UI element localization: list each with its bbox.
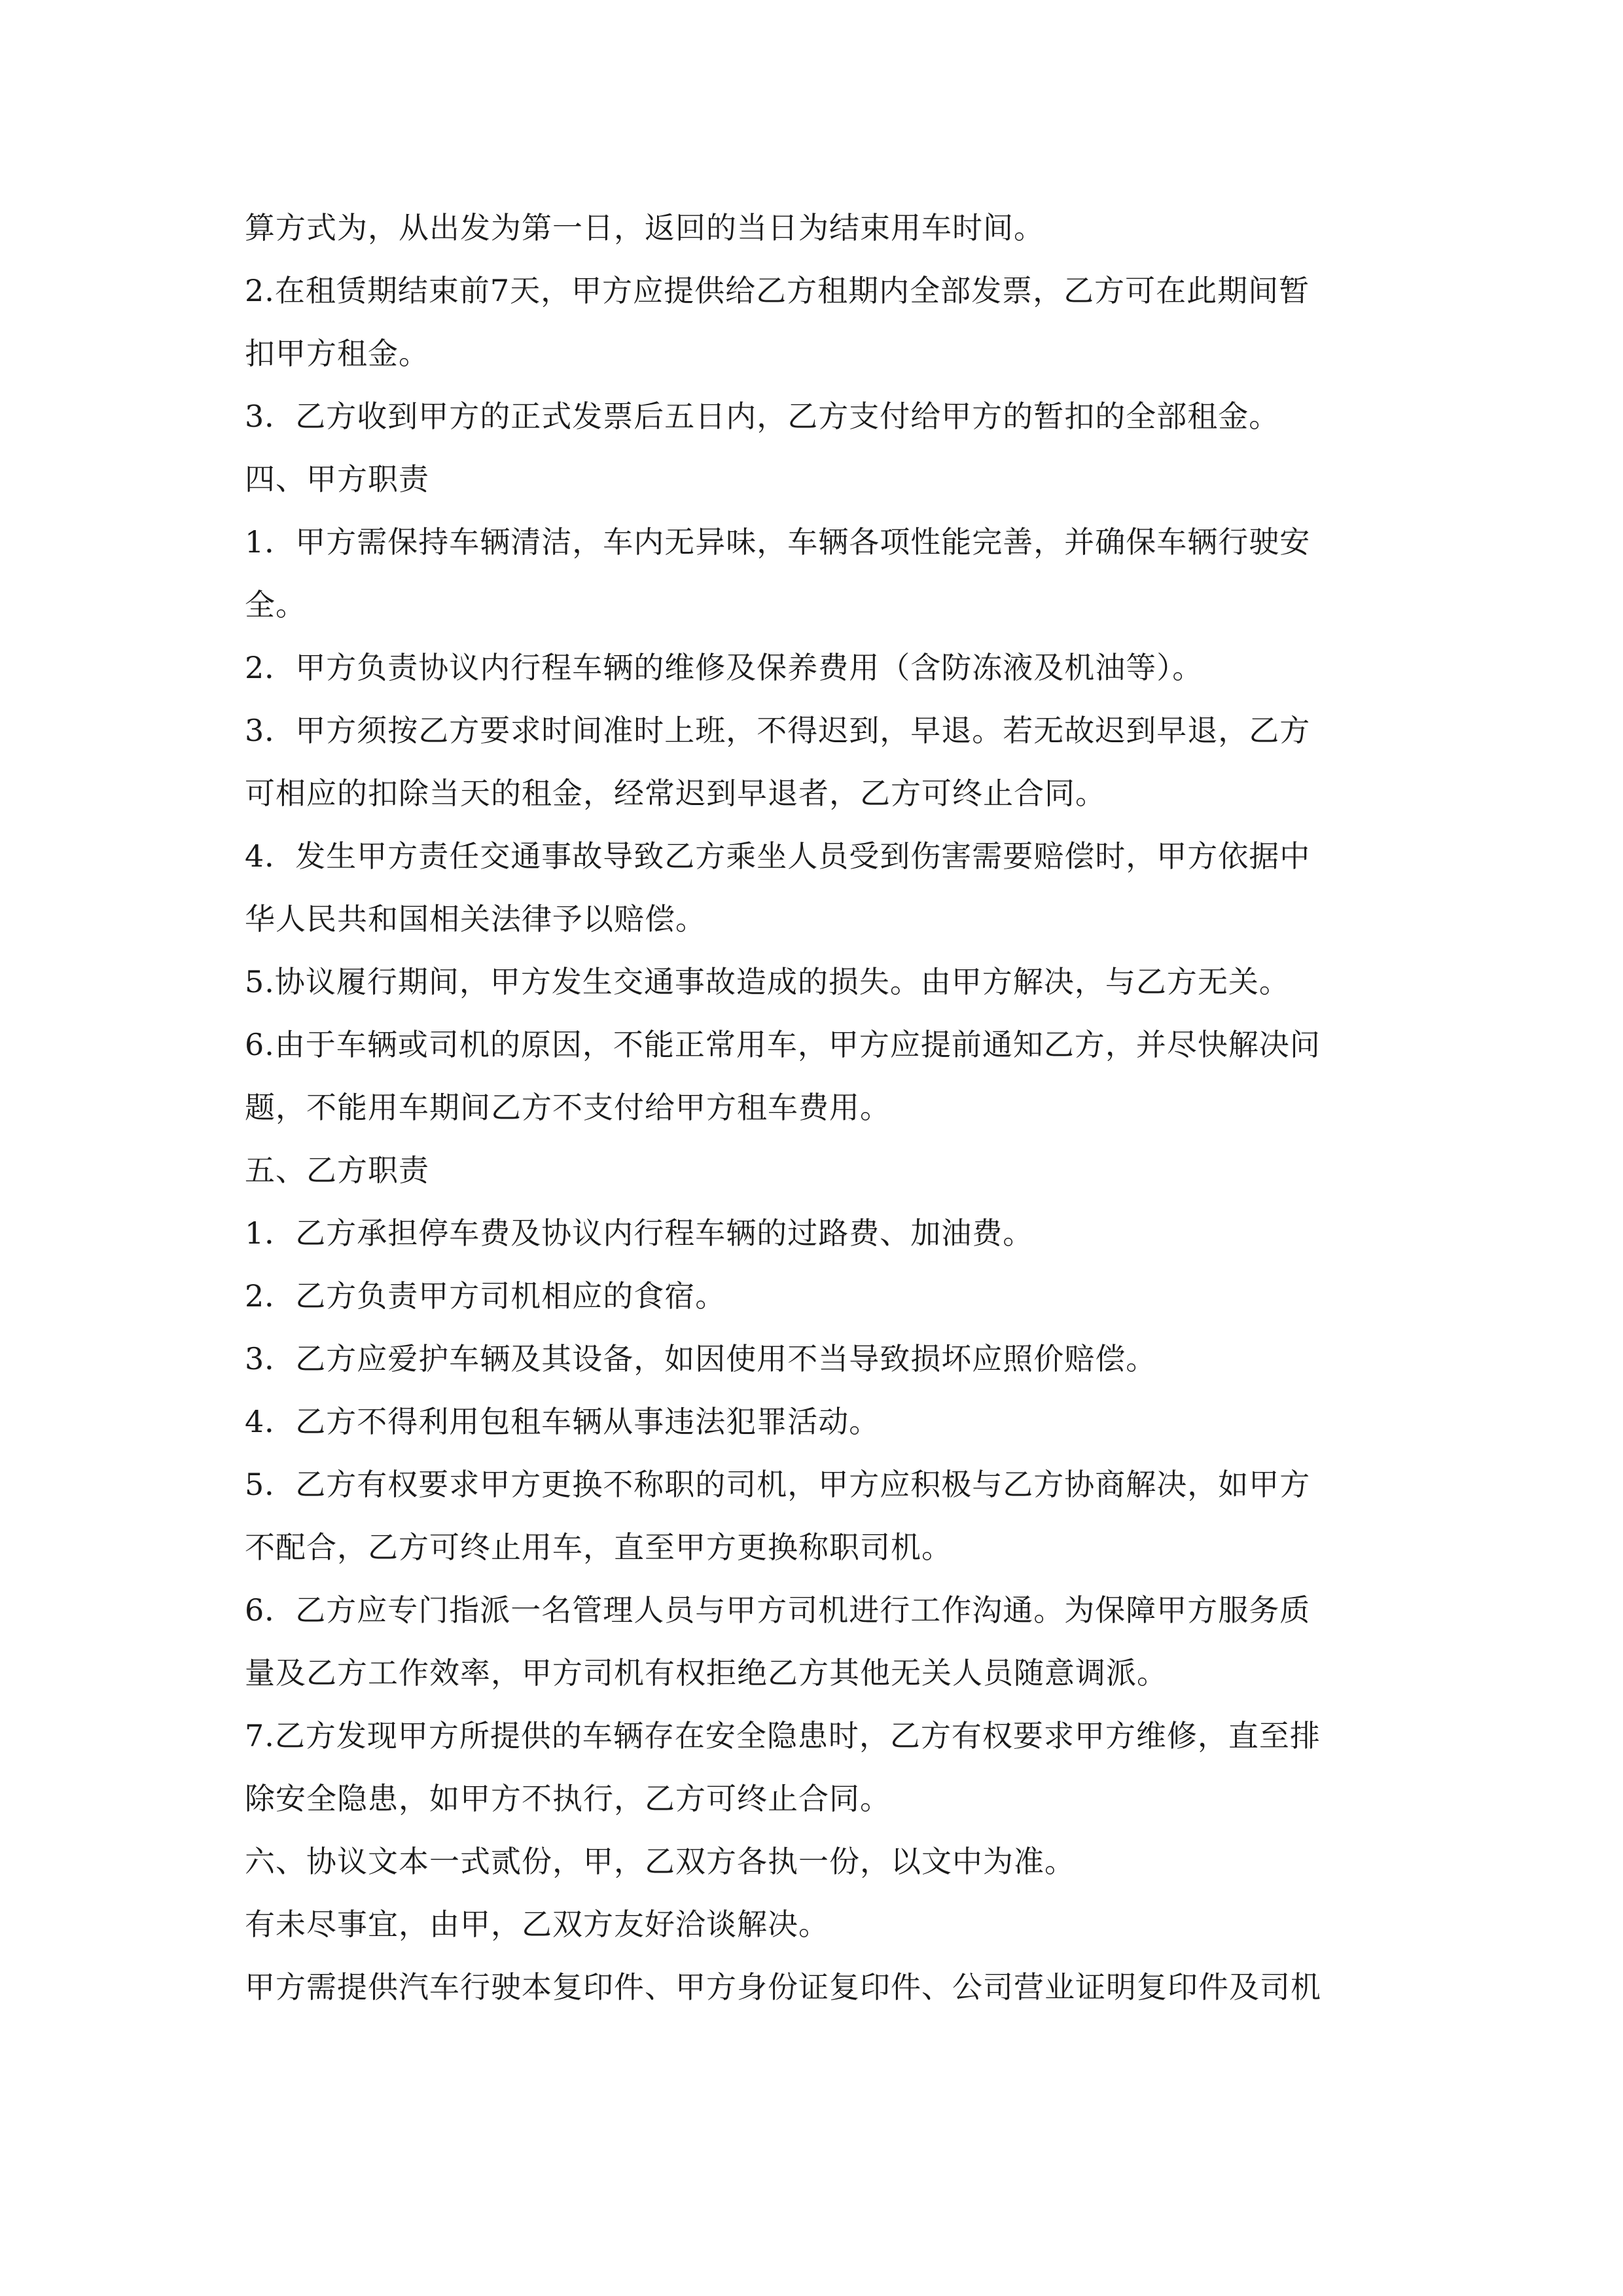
text-line: 2.在租赁期结束前7天，甲方应提供给乙方租期内全部发票，乙方可在此期间暂 [245, 273, 1310, 308]
document-body [245, 196, 1383, 2018]
section-heading: 五、乙方职责 [245, 1153, 429, 1188]
text-line: 除安全隐患，如甲方不执行，乙方可终止合同。 [245, 1781, 891, 1816]
text-line: 可相应的扣除当天的租金，经常迟到早退者，乙方可终止合同。 [245, 776, 1106, 811]
text-line: 华人民共和国相关法律予以赔偿。 [245, 901, 706, 937]
section-heading: 六、协议文本一式贰份，甲，乙双方各执一份，以文中为准。 [245, 1844, 1075, 1879]
text-line: 甲方需提供汽车行驶本复印件、甲方身份证复印件、公司营业证明复印件及司机 [245, 1969, 1321, 2005]
text-line: 6．乙方应专门指派一名管理人员与甲方司机进行工作沟通。为保障甲方服务质 [245, 1592, 1311, 1628]
text-line: 6.由于车辆或司机的原因，不能正常用车，甲方应提前通知乙方，并尽快解决问 [245, 1027, 1321, 1062]
text-line: 题，不能用车期间乙方不支付给甲方租车费用。 [245, 1090, 891, 1125]
text-line: 5.协议履行期间，甲方发生交通事故造成的损失。由甲方解决，与乙方无关。 [245, 964, 1290, 999]
text-line: 3．乙方收到甲方的正式发票后五日内，乙方支付给甲方的暂扣的全部租金。 [245, 399, 1280, 434]
text-line: 有未尽事宜，由甲，乙双方友好洽谈解决。 [245, 1907, 829, 1942]
text-line: 4．乙方不得利用包租车辆从事违法犯罪活动。 [245, 1404, 880, 1439]
text-line: 不配合，乙方可终止用车，直至甲方更换称职司机。 [245, 1530, 952, 1565]
text-line: 全。 [245, 587, 306, 622]
text-line: 2．乙方负责甲方司机相应的食宿。 [245, 1278, 726, 1314]
section-heading: 四、甲方职责 [245, 461, 429, 497]
text-line: 量及乙方工作效率，甲方司机有权拒绝乙方其他无关人员随意调派。 [245, 1655, 1168, 1691]
text-line: 3．甲方须按乙方要求时间准时上班，不得迟到，早退。若无故迟到早退，乙方 [245, 713, 1311, 748]
text-line: 1．乙方承担停车费及协议内行程车辆的过路费、加油费。 [245, 1215, 1034, 1251]
text-line: 5．乙方有权要求甲方更换不称职的司机，甲方应积极与乙方协商解决，如甲方 [245, 1467, 1311, 1502]
text-line: 算方式为，从出发为第一日，返回的当日为结束用车时间。 [245, 210, 1044, 245]
text-line: 4．发生甲方责任交通事故导致乙方乘坐人员受到伤害需要赔偿时，甲方依据中 [245, 838, 1311, 874]
text-line: 3．乙方应爱护车辆及其设备，如因使用不当导致损坏应照价赔偿。 [245, 1341, 1157, 1376]
text-line: 1．甲方需保持车辆清洁，车内无异味，车辆各项性能完善，并确保车辆行驶安 [245, 524, 1311, 560]
text-line: 2．甲方负责协议内行程车辆的维修及保养费用（含防冻液及机油等）。 [245, 650, 1204, 685]
text-line: 7.乙方发现甲方所提供的车辆存在安全隐患时，乙方有权要求甲方维修，直至排 [245, 1718, 1321, 1753]
text-line: 扣甲方租金。 [245, 336, 429, 371]
